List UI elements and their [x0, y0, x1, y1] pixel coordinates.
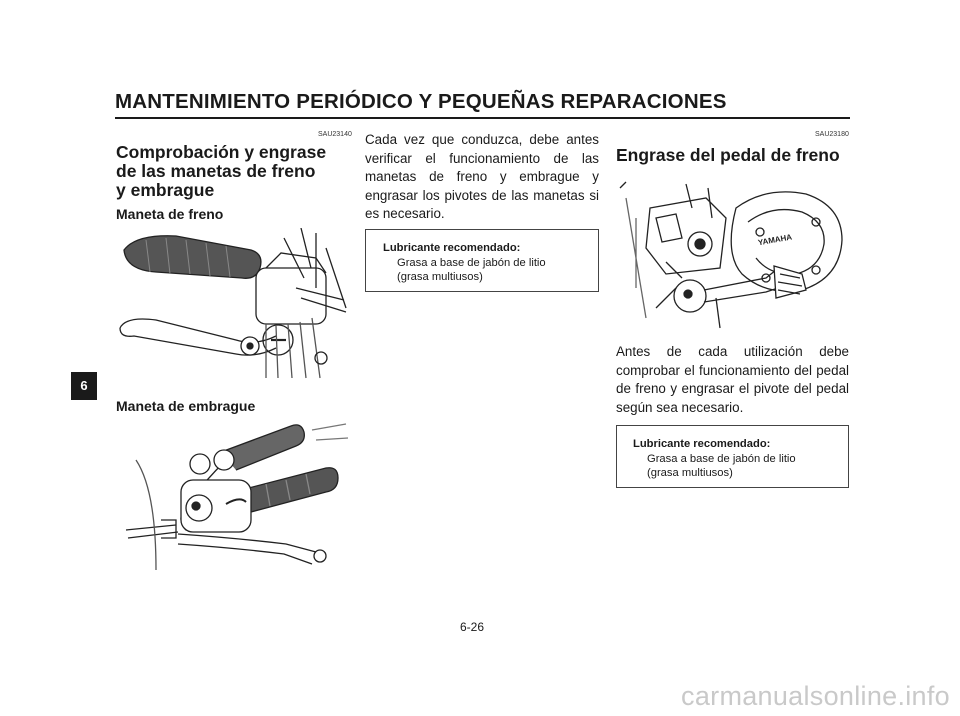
lubricant-value-line-1: Grasa a base de jabón de litio: [647, 452, 796, 465]
lubricant-box-levers: [365, 229, 599, 292]
section-code-left: SAU23140: [318, 131, 352, 138]
pedal-paragraph: Antes de cada utilización debe comprobar el funcionamiento del pedal de freno y engrasar el pivote del pedal según sea necesario.: [616, 344, 849, 415]
heading-line-2: de las manetas de freno: [116, 161, 316, 181]
page-number: 6-26: [460, 620, 485, 634]
lubricant-title: Lubricante recomendado:: [383, 242, 521, 254]
lubricant-value-line-2: (grasa multiusos): [647, 467, 733, 479]
brake-pedal-illustration: [616, 178, 848, 332]
section-heading-left: [116, 143, 326, 200]
section-code-right: SAU23180: [815, 131, 849, 138]
brake-lever-label: Maneta de freno: [116, 206, 224, 222]
heading-line-1: Comprobación y engrase: [116, 142, 327, 162]
lubricant-box-pedal: [616, 425, 849, 488]
engine-brand-text: YAMAHA: [757, 232, 793, 248]
lever-intro-paragraph: Cada vez que conduzca, debe antes verificar el funcionamiento de las manetas de freno y embrague y engrasar los pivotes de las manetas si es necesario.: [365, 132, 599, 221]
header-rule: [115, 117, 850, 119]
clutch-lever-label: Maneta de embrague: [116, 398, 256, 414]
page-header-title: MANTENIMIENTO PERIÓDICO Y PEQUEÑAS REPARACIONES: [115, 90, 727, 113]
chapter-tab: 6: [71, 372, 97, 400]
section-heading-right: Engrase del pedal de freno: [616, 145, 840, 165]
clutch-lever-illustration: [116, 420, 348, 580]
lubricant-value-line-1: Grasa a base de jabón de litio: [397, 256, 546, 269]
lubricant-title: Lubricante recomendado:: [633, 438, 771, 450]
watermark: carmanualsonline.info: [681, 681, 950, 711]
heading-line-3: y embrague: [116, 180, 215, 200]
brake-lever-illustration: [116, 228, 348, 385]
lubricant-value-line-2: (grasa multiusos): [397, 271, 483, 283]
